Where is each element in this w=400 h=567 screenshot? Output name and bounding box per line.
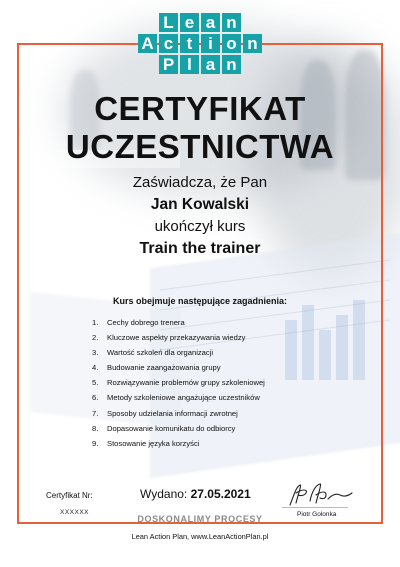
logo-letter: A [138, 34, 157, 53]
topic-item [92, 317, 265, 332]
topic-item [92, 332, 265, 347]
logo-letter: t [180, 34, 199, 53]
topic-number: 8. [92, 423, 99, 433]
topic-number: 1. [92, 318, 99, 327]
topic-text: Sposoby udzielania informacji zwrotnej [107, 408, 238, 418]
footer-contact: Lean Action Plan, www.LeanActionPlan.pl [131, 532, 269, 541]
logo-letter: P [159, 55, 178, 74]
topic-item [92, 377, 265, 392]
completed-text: ukończył kurs [154, 218, 246, 235]
topic-text: Budowanie zaangażowania grupy [107, 363, 221, 373]
participant-name: Jan Kowalski [150, 196, 250, 213]
topic-item [92, 392, 265, 407]
topic-text: Metody szkoleniowe angażujące uczestników [107, 393, 260, 403]
logo-letter: c [159, 34, 178, 53]
topic-item [92, 408, 265, 423]
signature-line [282, 507, 348, 508]
issue-date [140, 487, 251, 501]
topic-number: 9. [92, 438, 99, 448]
logo-letter: n [222, 55, 241, 74]
logo-letter: n [222, 13, 241, 32]
issue-date-label: Wydano: [140, 487, 188, 501]
topic-number: 5. [92, 378, 99, 388]
topic-number: 6. [92, 393, 99, 403]
logo-letter: e [180, 13, 199, 32]
logo-letter: n [243, 34, 262, 53]
logo-letter: l [180, 55, 199, 74]
topic-item [92, 423, 265, 438]
topics-list [92, 317, 265, 453]
logo-letter: L [159, 13, 178, 32]
course-name: Train the trainer [139, 240, 261, 257]
topics-heading: Kurs obejmuje następujące zagadnienia: [112, 296, 288, 306]
certificate-title-line1: CERTYFIKAT [94, 90, 306, 127]
topic-item [92, 438, 265, 453]
topic-text: Dopasowanie komunikatu do odbiorcy [107, 423, 236, 433]
topic-number: 4. [92, 363, 99, 373]
motto: DOSKONALIMY PROCESY [137, 514, 263, 524]
attest-text: Zaświadcza, że Pan [132, 174, 268, 191]
topic-item [92, 362, 265, 377]
logo-letter: a [201, 55, 220, 74]
certificate-number-label: Certyfikat Nr: [46, 491, 93, 500]
topic-text: Cechy dobrego trenera [107, 318, 185, 327]
signature-image [286, 481, 356, 509]
topic-text: Stosowanie języka korzyści [107, 438, 200, 448]
lean-action-plan-logo [138, 13, 262, 74]
topic-text: Kluczowe aspekty przekazywania wiedzy [107, 333, 246, 343]
logo-letter: a [201, 13, 220, 32]
topic-number: 3. [92, 348, 99, 358]
topic-text: Rozwiązywanie problemów grupy szkoleniowej [107, 378, 265, 388]
topic-number: 7. [92, 408, 99, 418]
logo-letter: i [201, 34, 220, 53]
topic-item [92, 347, 265, 362]
certificate-number: XXXXXX [60, 509, 90, 516]
logo-letter: o [222, 34, 241, 53]
certificate-title-line2: UCZESTNICTWA [65, 128, 335, 165]
signer-name: Piotr Golonka [297, 511, 337, 518]
topic-text: Wartość szkoleń dla organizacji [107, 348, 214, 358]
topic-number: 2. [92, 333, 99, 343]
issue-date-value: 27.05.2021 [190, 487, 251, 501]
